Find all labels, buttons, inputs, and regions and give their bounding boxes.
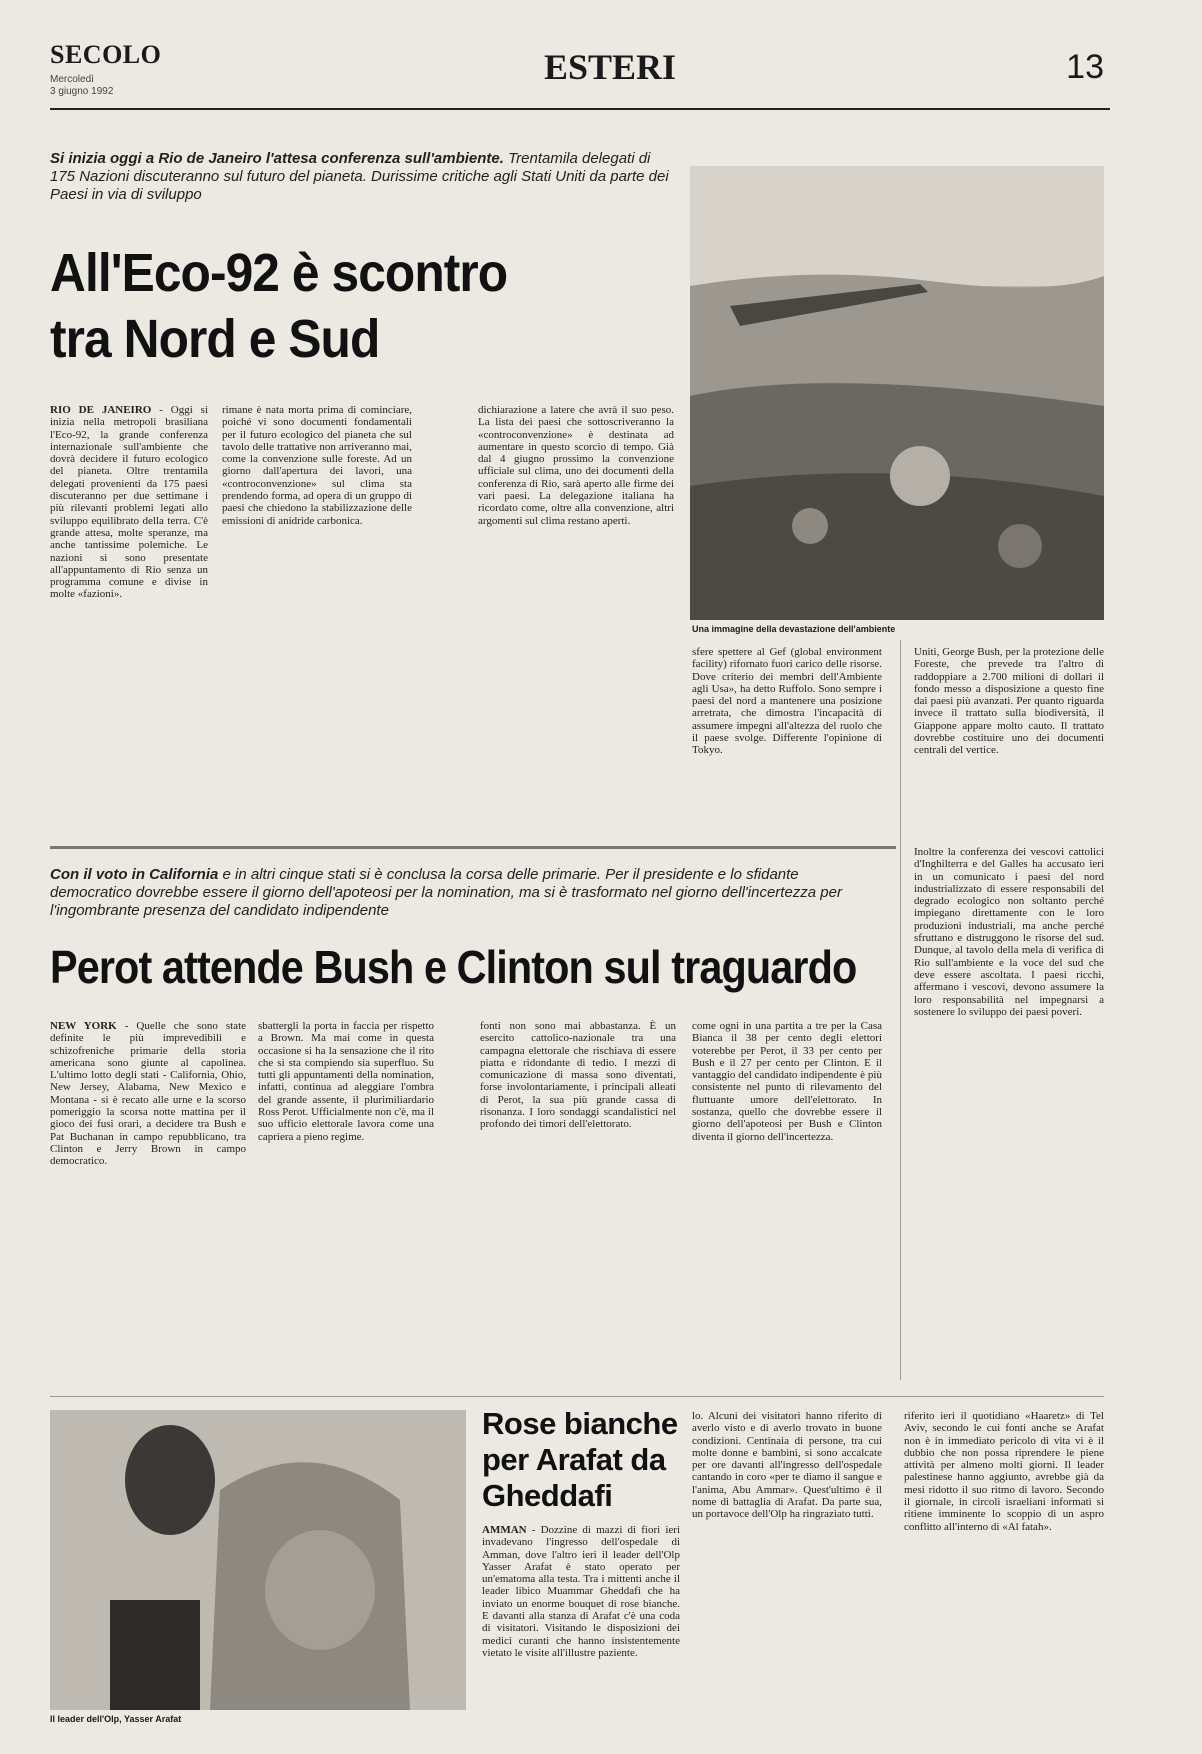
story1-text-2: rimane è nata morta prima di cominciare, poiché vi sono documenti fondamentali per il futuro ecologico del pianeta che sul tavolo delle trattative non arriveranno mai, come la convenzione sulle foreste. Ad un giorno dall'apertura dei lavori, una «controconvenzione» sul clima sta prendendo forma, ad opera di un gruppo di paesi che chiedono la stabilizzazione delle emissioni di anidride carbonica.	[222, 404, 412, 527]
story3-column-3	[904, 1410, 1104, 1742]
story2-text-2: sbattergli la porta in faccia per rispetto a Brown. Ma mai come in questa occasione si ha la sensazione che il rito che si sta compiendo sia superfluo. Su tutti gli appuntamenti della nomination, infatti, continua ad aleggiare l'ombra del grande assente, il plurimiliardario Ross Perot. Ufficialmente non c'è, ma il suo ufficio elettorale lavora come una capriera a pieno regime.	[258, 1020, 434, 1143]
column-divider-right	[900, 640, 901, 1380]
story1-column-5	[914, 646, 1104, 824]
story2-text-4: come ogni in una partita a tre per la Casa Bianca il 38 per cento degli elettori voterebbe per Perot, il 33 per cento per Bush e il 27 per cento per Clinton. E il vantaggio del candidato indipendente è più consistente nel punto di rilevamento del fluttuante umore dell'elettorato. In sostanza, quello che dovrebbe essere il giorno dell'apoteosi per Bush e Clinton diventa il giorno dell'incertezza.	[692, 1020, 882, 1143]
issue-full-date: 3 giugno 1992	[50, 86, 114, 97]
story1-dateline: RIO DE JANEIRO	[50, 404, 152, 416]
story3-dateline: AMMAN	[482, 1524, 527, 1536]
issue-date	[50, 74, 113, 98]
story1-kicker	[50, 150, 670, 204]
story1-headline-line1: All'Eco-92 è scontro	[50, 243, 508, 303]
story2-column-2	[258, 1020, 434, 1380]
bottom-section-divider	[50, 1396, 1104, 1397]
section-divider	[50, 846, 896, 849]
story1-column-2	[222, 404, 412, 824]
section-title: ESTERI	[543, 47, 677, 87]
story2-text-5: Inoltre la conferenza dei vescovi cattolici d'Inghilterra e del Galles ha accusato ieri in un comunicato i paesi del nord industrializzato di essere responsabili del degrado ecologico non soltanto perché impiegano direttamente con le loro produzioni industriali, ma anche perché sfruttano e distruggono le risorse del sud. Dunque, al tavolo della mela di verifica di Rio sull'ambiente e la voce del sud che deve essere ascoltata. I paesi ricchi, affermano i vescovi, devono assumere la loro responsabilità nel impegnarsi a sostenere lo sviluppo dei paesi poveri.	[914, 846, 1104, 1018]
story2-dateline: NEW YORK	[50, 1020, 117, 1032]
masthead	[50, 38, 1110, 110]
story1-kicker-bold: Si inizia oggi a Rio de Janeiro l'attesa conferenza sull'ambiente.	[50, 150, 504, 167]
arafat-photo-caption: Il leader dell'Olp, Yasser Arafat	[50, 1714, 182, 1724]
story1-text-4: sfere spettere al Gef (global environment facility) rifornato fuori carico delle risorse. Dove criterio dei membri dell'Ambiente agli Usa», ha detto Ruffolo. Sono sempre i paesi del nord a mantenere una posizione arretrata, che dimostra l'incapacità di assumere impegni all'altezza del ruolo che il paese svolge. Differente l'opinione di Tokyo.	[692, 646, 882, 757]
story1-headline-line2: tra Nord e Sud	[50, 309, 380, 369]
newspaper-brand: SECOLO	[50, 40, 162, 69]
story1-photo-caption: Una immagine della devastazione dell'ambiente	[692, 624, 896, 634]
story1-text-5: Uniti, George Bush, per la protezione delle Foreste, che prevede tra l'altro di raddoppiare a 2.700 milioni di dollari il fondo messo a disposizione a questo fine dai paesi più avanzati. Per quanto riguarda invece il trattato sulla biodiversità, il Giappone appare molto cauto. Il trattato dovrebbe costituire uno dei documenti centrali del vertice.	[914, 646, 1104, 757]
issue-day: Mercoledì	[50, 74, 94, 85]
story3-text-2: lo. Alcuni dei visitatori hanno riferito di averlo visto e di averlo trovato in buone condizioni. Centinaia di persone, tra cui molte donne e bambini, si sono accalcate per ore davanti all'ingresso dell'ospedale cantando in coro «per te diamo il sangue e l'anima, Abu Ammar». Quest'ultimo è il nome di battaglia di Arafat. Da parte sua, un portavoce dell'Olp ha ringraziato tutti.	[692, 1410, 882, 1521]
story3-column-1	[482, 1524, 680, 1742]
story3-headline: Rose bianche per Arafat da Gheddafi	[482, 1406, 678, 1513]
story3-column-2	[692, 1410, 882, 1742]
story1-text-3: dichiarazione a latere che avrà il suo peso. La lista dei paesi che sottoscriveranno la «controconvenzione» è destinata ad aumentare in questo scorcio di tempo. Già dal 4 giugno prossimo la convenzione ufficiale sul clima, uno dei documenti della conferenza di Rio, sarà aperto alle firme dei vari paesi. La delegazione italiana ha ricordato come, oltre alla convenzione, altri argomenti sul clima restano aperti.	[478, 404, 674, 527]
arafat-photo	[50, 1410, 466, 1710]
story1-kicker-rest: Trentamila delegati di 175 Nazioni discuteranno sul futuro del pianeta. Durissime critiche agli Stati Uniti da parte dei Paesi in via di sviluppo	[50, 150, 669, 203]
story1-column-4	[692, 646, 882, 824]
story3-text-3: riferito ieri il quotidiano «Haaretz» di Tel Aviv, secondo le cui fonti anche se Arafat non è in immediato pericolo di vita vi è il dubbio che non possa riprendere le piene attività per almeno molti giorni. Il leader palestinese hanno aggiunto, avrebbe già da mesi ridotto il suo ritmo di lavoro. Secondo il giornale, in circoli israeliani informati si ritiene imminente lo scoppio di un aspro conflitto all'interno di «Al fatah».	[904, 1410, 1104, 1533]
story2-kicker-bold: Con il voto in California	[50, 866, 219, 883]
story2-text-3: fonti non sono mai abbastanza. È un esercito cattolico-nazionale tra una campagna elettorale che rischiava di essere piatta e ridondante di tedio. I mezzi di comunicazione di massa sono diventati, forse involontariamente, i principali alleati di Perot, la sua più grande cassa di risonanza. I loro sondaggi scandalistici nel profondo dei timori dell'elettorato.	[480, 1020, 676, 1131]
story2-kicker	[50, 866, 880, 920]
story2-kicker-rest: e in altri cinque stati si è conclusa la corsa delle primarie. Per il presidente e lo sfidante democratico dovrebbe essere il giorno dell'apoteosi per la nomination, ma si è trasformato nel giorno dell'incertezza per l'ingombrante presenza del candidato indipendente	[50, 866, 842, 919]
story2-column-4	[692, 1020, 882, 1380]
story2-text-1: - Quelle che sono state definite le più imprevedibili e schizofreniche primarie della storia americana sono giunte al capolinea. L'ultimo lotto degli stati - California, Ohio, New Jersey, Alabama, New Mexico e Montana - si è recato alle urne e la scorso pomeriggio la scorsa notte mattina per il gioco dei fusi orari, a decidere tra Bush e Pat Buchanan in campo repubblicano, tra Clinton e Jerry Brown in campo democratico.	[50, 1020, 246, 1168]
story2-column-1	[50, 1020, 246, 1380]
story1-headline	[50, 240, 620, 372]
story1-column-1	[50, 404, 208, 824]
story1-column-3	[478, 404, 674, 824]
story3-text-1: - Dozzine di mazzi di fiori ieri invadevano l'ingresso dell'ospedale di Amman, dove l'altro ieri il leader dell'Olp Yasser Arafat è stato operato per un'ematoma alla testa. Tra i mittenti anche il leader libico Muammar Gheddafi che ha inviato un enorme bouquet di rose bianche. E davanti alla stanza di Arafat c'è una coda di visitatori. Visitando le disposizioni dei medici curanti che hanno insistentemente vietato le visite all'illustre paziente.	[482, 1524, 680, 1659]
page-number: 13	[1066, 48, 1104, 86]
story2-column-3	[480, 1020, 676, 1380]
story2-column-5	[914, 846, 1104, 1380]
arafat-portrait-image	[50, 1410, 466, 1710]
story2-headline: Perot attende Bush e Clinton sul traguardo	[50, 941, 857, 993]
story1-photo	[690, 166, 1104, 620]
story1-text-1: - Oggi si inizia nella metropoli brasiliana l'Eco-92, la grande conferenza internazionale sull'ambiente che dovrà decidere il futuro ecologico del pianeta. Oltre trentamila delegati provenienti da 175 paesi discuteranno per due settimane i più rilevanti problemi legati allo sviluppo equilibrato della terra. C'è grande attesa, molte speranze, ma anche tantissime polemiche. Le nazioni si sono presentate all'appuntamento di Rio senza un programma comune e divise in molte «fazioni».	[50, 404, 208, 601]
devastation-landscape-image	[690, 166, 1104, 620]
